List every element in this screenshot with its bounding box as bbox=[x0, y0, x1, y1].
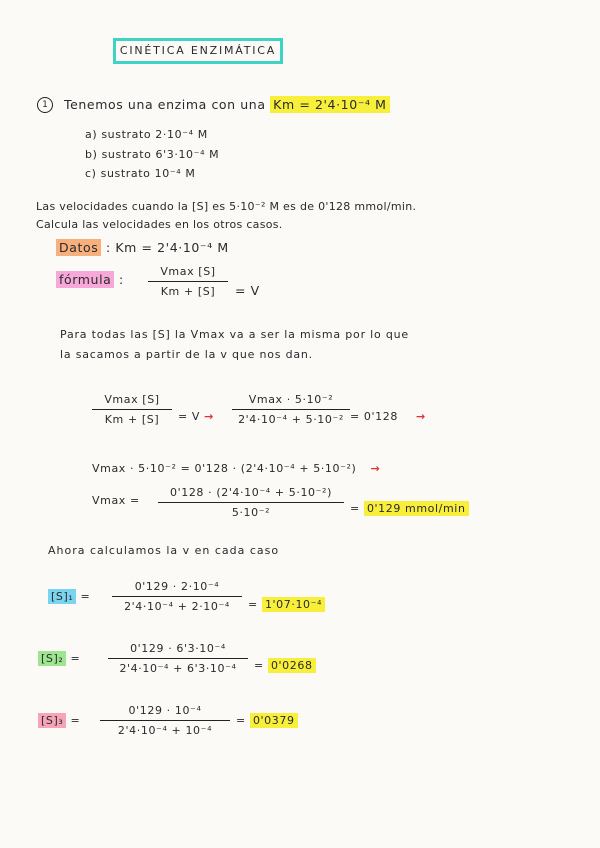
statement-line-2: Calcula las velocidades en los otros casos. bbox=[36, 218, 283, 231]
fraction-bar bbox=[92, 409, 172, 410]
formula-label: fórmula bbox=[56, 271, 114, 288]
vmax-result-wrap: = 0'129 mmol/min bbox=[350, 502, 469, 515]
fraction-denominator: 2'4·10⁻⁴ + 2·10⁻⁴ bbox=[124, 600, 230, 613]
option-label: c) bbox=[85, 167, 97, 180]
km-highlight: Km = 2'4·10⁻⁴ M bbox=[270, 96, 389, 113]
case-3-fraction bbox=[100, 704, 230, 737]
option-label: b) bbox=[85, 148, 98, 161]
arrow-icon: → bbox=[416, 410, 426, 423]
fraction-numerator: Vmax [S] bbox=[104, 393, 160, 406]
fraction-denominator: 2'4·10⁻⁴ + 6'3·10⁻⁴ bbox=[119, 662, 237, 675]
arrow-icon: → bbox=[204, 410, 214, 423]
step1-fraction-1 bbox=[92, 393, 172, 426]
datos-line bbox=[56, 240, 229, 255]
formula-numerator: Vmax [S] bbox=[160, 265, 216, 278]
page-title: CINÉTICA ENZIMÁTICA bbox=[113, 38, 283, 64]
option-text: sustrato 2·10⁻⁴ M bbox=[101, 128, 208, 141]
case-result: 1'07·10⁻⁴ bbox=[262, 597, 325, 612]
fraction-bar bbox=[100, 720, 230, 721]
formula-fraction bbox=[148, 265, 228, 298]
statement-line-1: Las velocidades cuando la [S] es 5·10⁻² M es de 0'128 mmol/min. bbox=[36, 200, 417, 213]
case-1-label-wrap: [S]₁ = bbox=[48, 590, 90, 603]
explanation-line-1: Para todas las [S] la Vmax va a ser la misma por lo que bbox=[60, 328, 409, 341]
datos-label: Datos bbox=[56, 239, 101, 256]
fraction-numerator: 0'129 · 10⁻⁴ bbox=[128, 704, 202, 717]
step2-line bbox=[92, 462, 380, 475]
formula-label-wrap: fórmula : bbox=[56, 272, 124, 287]
fraction-numerator: 0'128 · (2'4·10⁻⁴ + 5·10⁻²) bbox=[170, 486, 332, 499]
fraction-numerator: 0'129 · 6'3·10⁻⁴ bbox=[130, 642, 226, 655]
fraction-bar bbox=[148, 281, 228, 282]
equals-v: = V bbox=[178, 410, 201, 423]
option-label: a) bbox=[85, 128, 98, 141]
option-c bbox=[85, 167, 195, 180]
formula-rhs: = V bbox=[235, 283, 260, 298]
option-text: sustrato 10⁻⁴ M bbox=[100, 167, 196, 180]
now-calc-heading: Ahora calculamos la v en cada caso bbox=[48, 544, 280, 557]
vmax-result: 0'129 mmol/min bbox=[364, 501, 469, 516]
fraction-numerator: 0'129 · 2·10⁻⁴ bbox=[134, 580, 220, 593]
explanation-line-2: la sacamos a partir de la v que nos dan. bbox=[60, 348, 313, 361]
vmax-fraction bbox=[158, 486, 344, 519]
case-2-result-wrap: = 0'0268 bbox=[254, 659, 316, 672]
case-3-result-wrap: = 0'0379 bbox=[236, 714, 298, 727]
step2-equation: Vmax · 5·10⁻² = 0'128 · (2'4·10⁻⁴ + 5·10⁻²) bbox=[92, 462, 357, 475]
fraction-denominator: 2'4·10⁻⁴ + 10⁻⁴ bbox=[117, 724, 213, 737]
fraction-numerator: Vmax · 5·10⁻² bbox=[248, 393, 334, 406]
step1-eq-2 bbox=[350, 410, 426, 423]
fraction-bar bbox=[232, 409, 350, 410]
intro-line bbox=[64, 97, 390, 112]
case-1-fraction bbox=[112, 580, 242, 613]
fraction-denominator: 2'4·10⁻⁴ + 5·10⁻² bbox=[238, 413, 344, 426]
step1-fraction-2 bbox=[232, 393, 350, 426]
case-label: [S]₃ bbox=[38, 713, 66, 728]
case-label: [S]₁ bbox=[48, 589, 76, 604]
case-2-label-wrap: [S]₂ = bbox=[38, 652, 80, 665]
arrow-icon: → bbox=[370, 462, 381, 475]
vmax-lhs: Vmax = bbox=[92, 494, 140, 507]
problem-number: 1 bbox=[37, 97, 53, 113]
case-1-result-wrap: = 1'07·10⁻⁴ bbox=[248, 598, 325, 611]
option-a bbox=[85, 128, 208, 141]
fraction-denominator: Km + [S] bbox=[104, 413, 160, 426]
equals-value: = 0'128 bbox=[350, 410, 398, 423]
fraction-bar bbox=[158, 502, 344, 503]
case-3-label-wrap: [S]₃ = bbox=[38, 714, 80, 727]
formula-denominator: Km + [S] bbox=[160, 285, 216, 298]
case-result: 0'0379 bbox=[250, 713, 298, 728]
fraction-bar bbox=[108, 658, 248, 659]
case-2-fraction bbox=[108, 642, 248, 675]
case-label: [S]₂ bbox=[38, 651, 66, 666]
fraction-denominator: 5·10⁻² bbox=[231, 506, 271, 519]
case-result: 0'0268 bbox=[268, 658, 316, 673]
option-b bbox=[85, 148, 219, 161]
fraction-bar bbox=[112, 596, 242, 597]
intro-text: Tenemos una enzima con una bbox=[64, 97, 266, 112]
datos-value: : Km = 2'4·10⁻⁴ M bbox=[105, 240, 229, 255]
step1-eq-1 bbox=[178, 410, 214, 423]
option-text: sustrato 6'3·10⁻⁴ M bbox=[101, 148, 220, 161]
